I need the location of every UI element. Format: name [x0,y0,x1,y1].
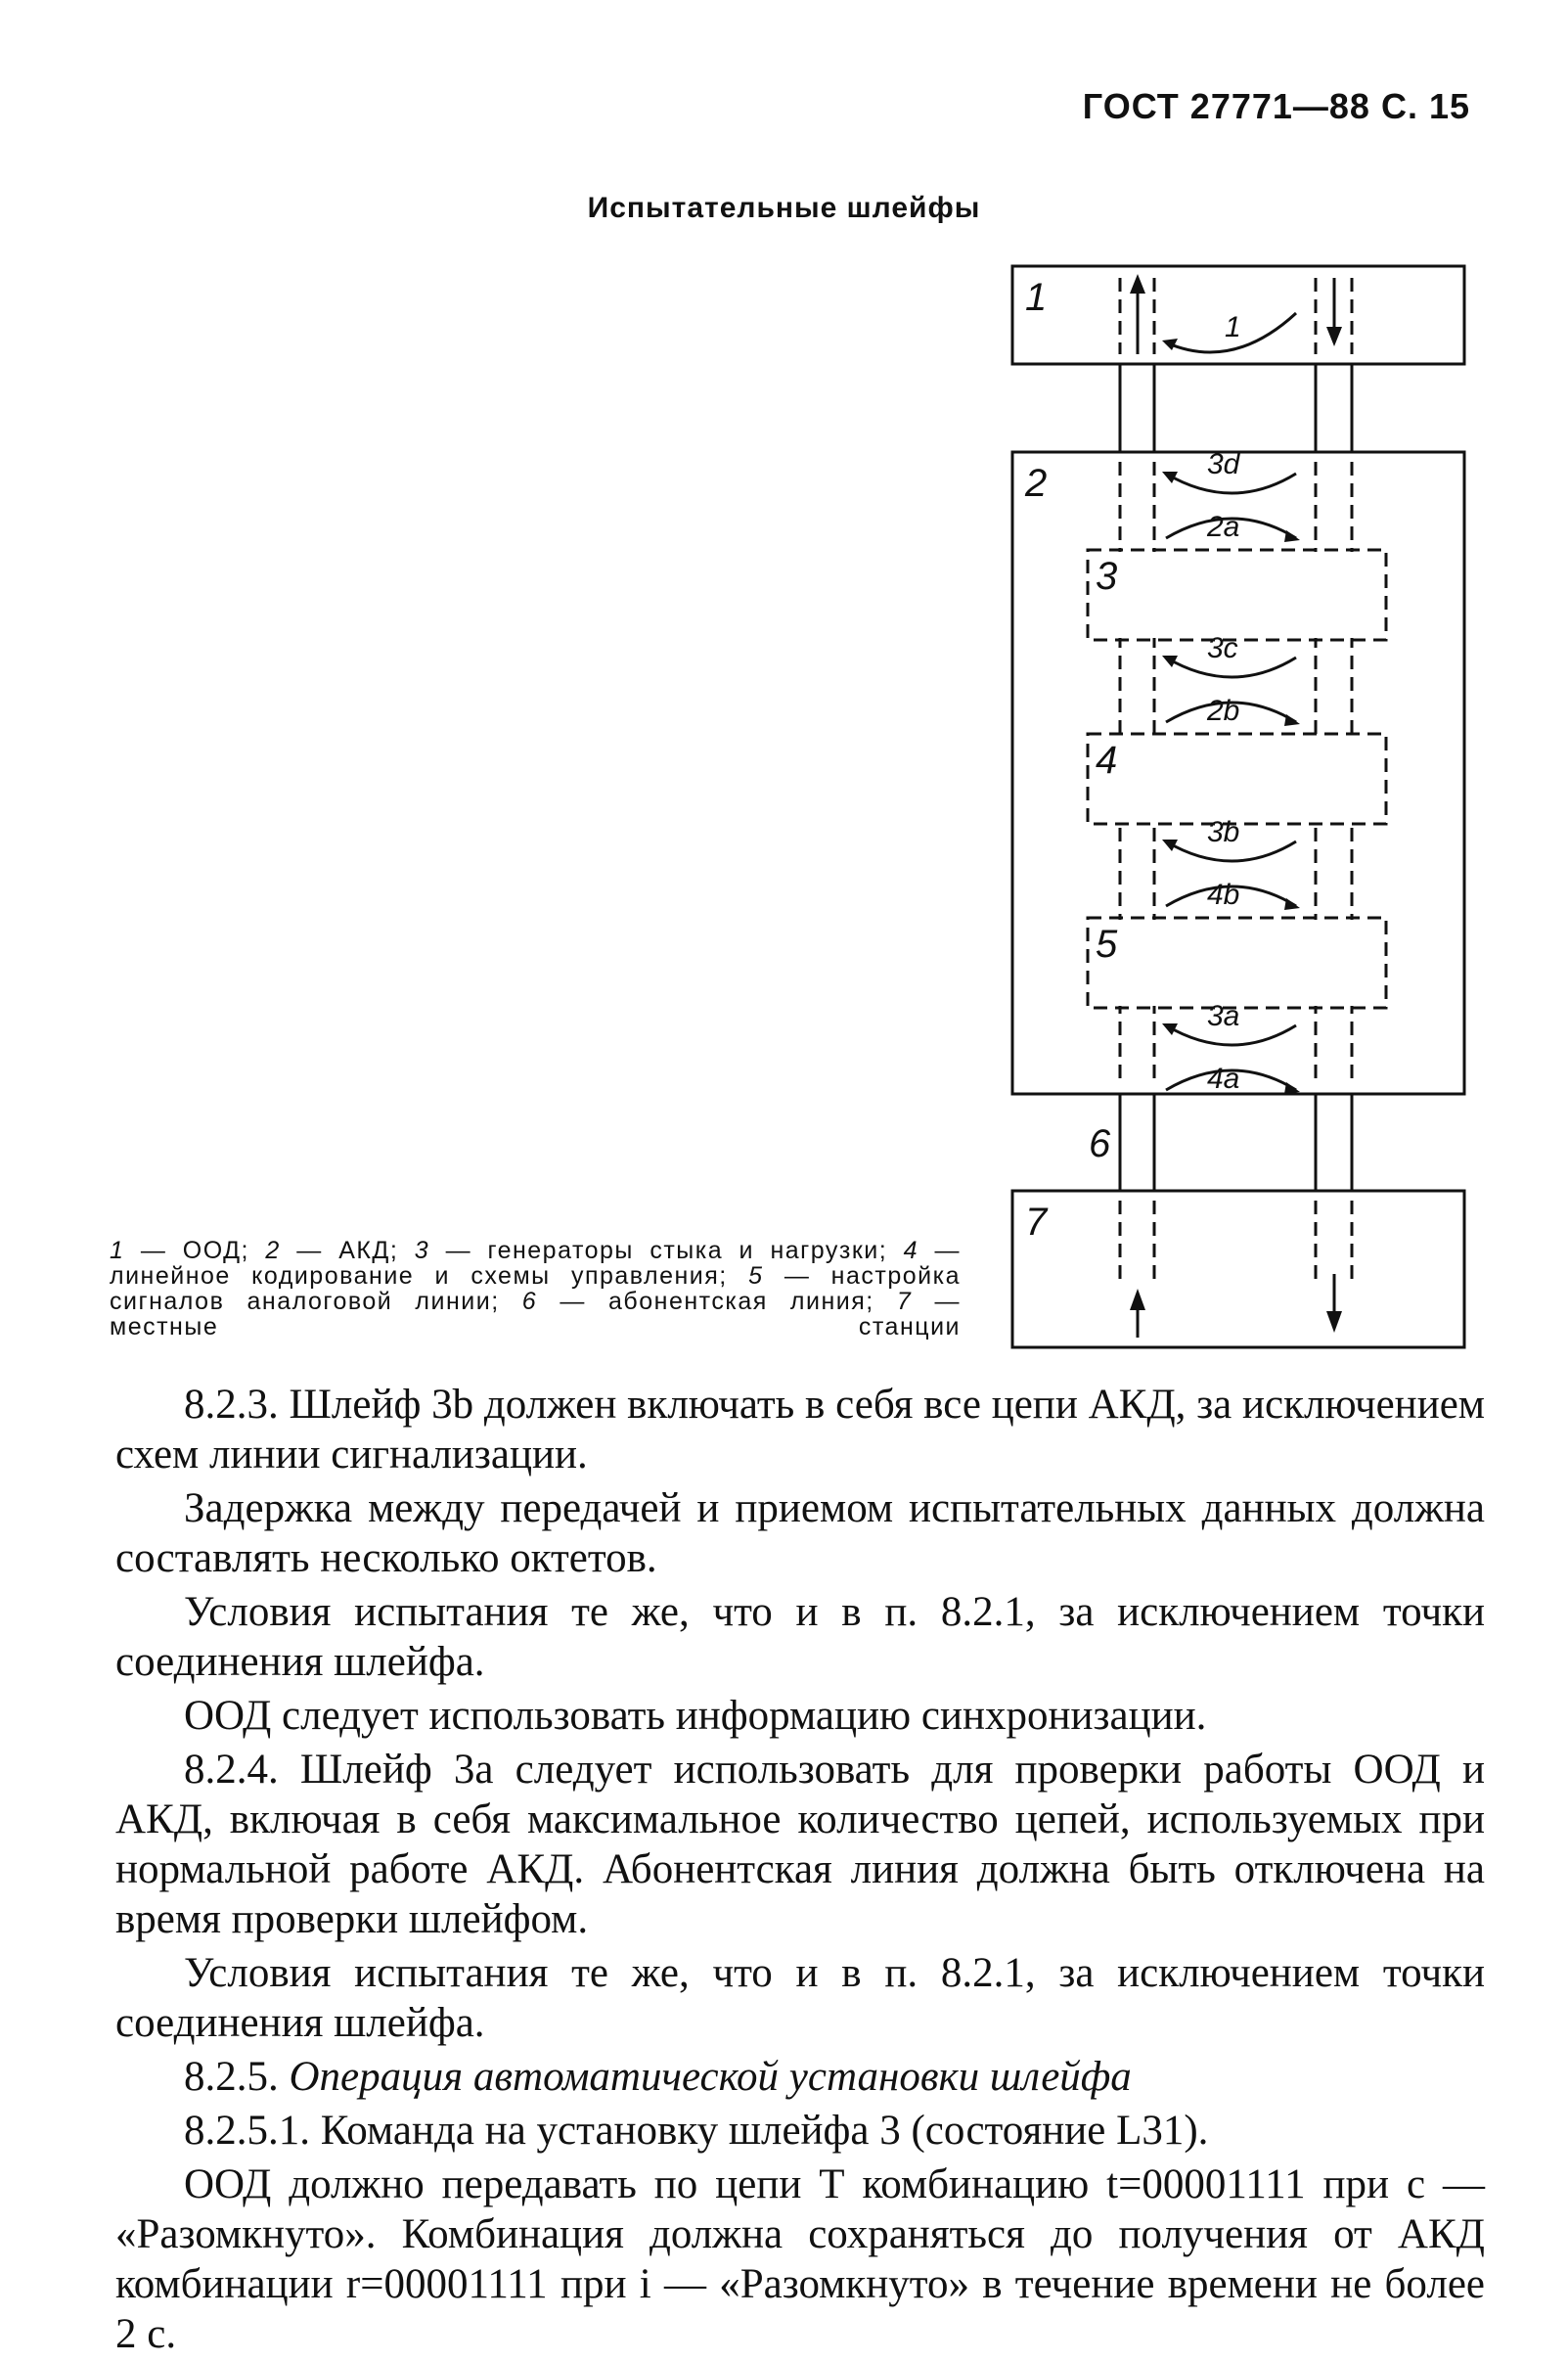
loop-label-4b: 4b [1207,879,1240,911]
caption-desc: — генераторы стыка и нагрузки; [429,1237,904,1264]
loop-label-3c: 3c [1207,632,1238,664]
paragraph: ООД следует использовать информацию синхронизации. [184,1693,1207,1739]
caption-desc: — ООД; [124,1237,266,1264]
loop-label-1: 1 [1225,311,1241,343]
block-label-6: 6 [1089,1122,1111,1165]
caption-num: 2 [265,1237,281,1264]
paragraph: Условия испытания те же, что и в п. 8.2.1, за исключением точки соединения шлейфа. [115,1950,1485,2046]
caption-num: 3 [414,1237,430,1264]
block-label-7: 7 [1025,1201,1048,1244]
loop-label-2b: 2b [1207,695,1240,727]
caption-desc: — местные станции [110,1288,961,1341]
caption-desc: — настройка сигналов аналоговой линии; [110,1262,962,1315]
caption-desc: — АКД; [280,1237,415,1264]
loop-label-2a: 2a [1207,511,1240,543]
block-label-4: 4 [1096,739,1118,782]
page-header: ГОСТ 27771—88 С. 15 [1082,86,1470,126]
loop-label-3a: 3a [1207,1000,1240,1032]
paragraph-8-2-3: 8.2.3. Шлейф 3b должен включать в себя все цепи АКД, за исключением схем линии сигнализации. [115,1382,1485,1477]
block-label-2: 2 [1025,462,1048,505]
paragraph-8-2-5 [115,2052,1485,2102]
paragraph: ООД должно передавать по цепи Т комбинацию t=00001111 при с — «Разомкнуто». Комбинация должна сохраняться до получения от АКД комбинации r=00001111 при i — «Разомкнуто» в течение времени не более 2 с. [115,2161,1485,2357]
caption-num: 5 [748,1262,764,1290]
section-number: 8.2.5. [184,2054,290,2100]
paragraph: Условия испытания те же, что и в п. 8.2.1, за исключением точки соединения шлейфа. [115,1589,1485,1685]
block-label-5: 5 [1096,923,1118,966]
loop-label-4a: 4a [1207,1063,1240,1095]
paragraph-8-2-5-1: 8.2.5.1. Команда на установку шлейфа 3 (состояние L31). [184,2108,1209,2154]
block-7 [1012,1191,1464,1347]
paragraph-8-2-4: 8.2.4. Шлейф 3а следует использовать для проверки работы ООД и АКД, включая в себя максимальное количество цепей, используемых при нормальной работе АКД. Абонентская линия должна быть отключена на время проверки шлейфом. [115,1747,1485,1942]
caption-desc: — линейное кодирование и схемы управления; [110,1237,961,1290]
caption-desc: — абонентская линия; [537,1288,897,1315]
figure-caption [110,1238,961,1340]
loop-label-3b: 3b [1207,816,1240,848]
caption-num: 6 [521,1288,538,1315]
caption-num: 1 [110,1237,125,1264]
figure-title: Испытательные шлейфы [587,192,981,224]
caption-num: 7 [896,1288,913,1315]
paragraph: Задержка между передачей и приемом испытательных данных должна составлять несколько октетов. [115,1485,1485,1581]
body-text [115,1380,1485,2363]
section-title: Операция автоматической установки шлейфа [289,2054,1132,2100]
caption-text [110,1238,961,1340]
caption-num: 4 [903,1237,919,1264]
block-label-1: 1 [1025,276,1048,319]
block-label-3: 3 [1096,555,1118,598]
loop-diagram [998,256,1477,1357]
loop-label-3d: 3d [1207,448,1240,480]
